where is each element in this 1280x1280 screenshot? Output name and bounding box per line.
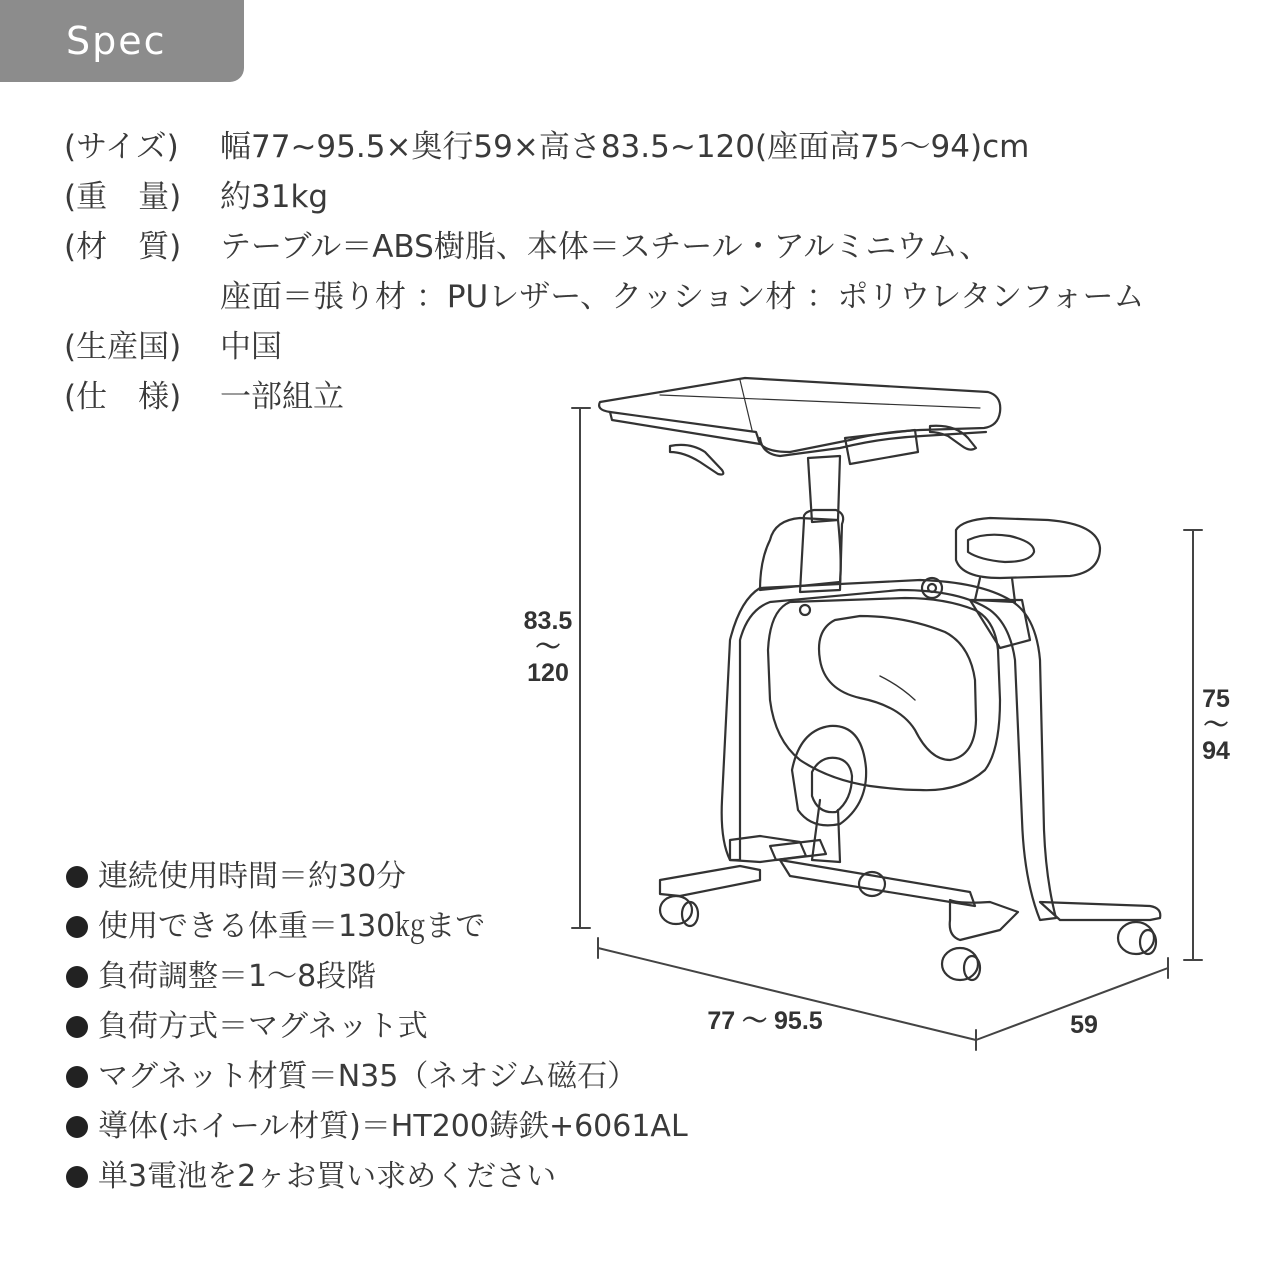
feature-item [66,902,688,952]
bike-seat [956,518,1100,648]
spec-value-origin: 中国 [220,329,282,365]
dimension-height-top: 83.5 [523,607,573,635]
feature-text: 負荷調整＝1～8段階 [98,959,377,994]
spec-value-assembly: 一部組立 [220,379,344,415]
dimension-height [520,608,576,686]
bullet-icon [66,1116,88,1138]
spec-value-material-1: テーブル＝ABS樹脂、本体＝スチール・アルミニウム、 [220,229,990,265]
dimension-seat-sep: 〜 [1203,711,1229,739]
desk-table [599,378,1000,475]
bullet-icon [66,1066,88,1088]
spec-tab-label: Spec [66,19,167,63]
spec-value-weight: 約31kg [220,179,329,215]
feature-item [66,1002,688,1052]
spec-label-size: (サイズ) [64,129,179,165]
feature-item [66,952,688,1002]
feature-item [66,1052,688,1102]
bike-frame [722,578,1056,920]
feature-item [66,1152,688,1202]
bullet-icon [66,866,88,888]
spec-label-origin: (生産国) [64,329,182,365]
feature-text: 使用できる体重＝130㎏まで [98,909,486,944]
feature-item [66,852,688,902]
bullet-icon [66,916,88,938]
bike-base [660,860,1160,980]
spec-value-material-2: 座面＝張り材 ：PUレザー、クッション材 ：ポリウレタンフォーム [220,279,1145,315]
feature-item [66,1102,688,1152]
feature-list [66,852,688,1202]
feature-text: 負荷方式＝マグネット式 [98,1009,428,1044]
feature-text: マグネット材質＝N35（ネオジム磁石） [98,1059,638,1094]
feature-text: 導体(ホイール材質)＝HT200鋳鉄+6061AL [98,1109,688,1144]
dimension-seat-height [1196,686,1236,764]
spec-value-size: 幅77~95.5×奥行59×高さ83.5~120(座面高75～94)cm [220,129,1030,165]
bullet-icon [66,1166,88,1188]
bullet-icon [66,966,88,988]
bike-column [760,456,843,592]
spec-label-weight: (重 量) [64,179,182,215]
spec-label-assembly: (仕 様) [64,379,182,415]
dimension-height-sep: 〜 [535,633,561,661]
feature-text: 連続使用時間＝約30分 [98,859,407,894]
bullet-icon [66,1016,88,1038]
dimension-height-bottom: 120 [527,659,569,687]
dimension-seat-bottom: 94 [1202,737,1230,765]
spec-label-material: (材 質) [64,229,182,265]
dimension-depth: 59 [1070,1011,1098,1039]
dimension-width: 77 〜 95.5 [707,1007,823,1035]
feature-text: 単3電池を2ヶお買い求めください [98,1159,557,1194]
dimension-seat-top: 75 [1202,685,1230,713]
